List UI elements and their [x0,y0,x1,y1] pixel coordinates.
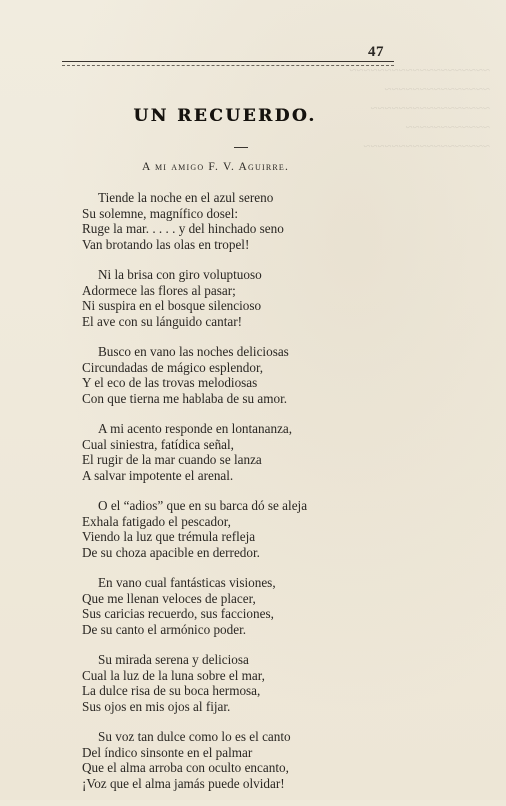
verse-line: Que el alma arroba con oculto encanto, [82,760,289,775]
verse-line: Su voz tan dulce como lo es el canto [98,729,291,744]
verse-line: En vano cual fantásticas visiones, [98,575,276,590]
title-separator [234,147,248,148]
verse-line: Exhala fatigado el pescador, [82,513,231,529]
stanza [82,344,342,406]
poem-title: UN RECUERDO. [133,106,317,126]
stanza [82,421,342,483]
stanza [82,575,342,637]
verse-line: Van brotando las olas en tropel! [82,236,250,252]
verse-line: El rugir de la mar cuando se lanza [82,452,262,467]
stanza [82,652,342,714]
verse-line: Cual siniestra, fatídica señal, [82,436,234,452]
verse-line: Adormece las flores al pasar; [82,282,236,298]
verse-line: El ave con su lánguido cantar! [82,313,243,329]
verse-line: A mi acento responde en lontananza, [98,421,293,436]
verse-line: Su solemne, magnífico dosel: [82,205,239,221]
stanza [82,267,342,329]
verse-line: Tiende la noche en el azul sereno [98,190,274,205]
verse-line: Viendo la luz que trémula refleja [82,529,256,544]
verse-line: Y el eco de las trovas melodiosas [82,375,258,390]
header-rule-dashed [62,65,394,66]
verse-line: Busco en vano las noches deliciosas [98,344,289,359]
verse-line: A salvar impotente el arenal. [82,467,234,483]
bleed-through-text: ~~~~~~~~~~~~~~~~~~~~ ~~~~~~~~~~~~~~~ ~~~~~~~~~~~~~~~~~ ~~~~~~~~~~~~ ~~~~~~~~~~~~~~~~~~ [349,62,490,153]
verse-line: Su mirada serena y deliciosa [98,652,249,667]
verse-line: O el “adios” que en su barca dó se aleja [98,498,308,513]
stanza [82,498,342,560]
page-number: 47 [368,44,384,60]
verse-line: Sus caricias recuerdo, sus facciones, [82,606,274,621]
verse-line: Del índico sinsonte en el palmar [82,744,253,760]
verse-line: Que me llenan veloces de placer, [82,590,256,606]
verse-line: Sus ojos en mis ojos al fijar. [82,698,231,714]
verse-line: Ruge la mar. . . . . y del hinchado seno [82,221,284,236]
verse-line: Circundadas de mágico esplendor, [82,359,264,375]
verse-line: De su canto el armónico poder. [82,621,247,637]
verse-line: Cual la luz de la luna sobre el mar, [82,667,265,683]
dedication: A mi amigo F. V. Aguirre. [142,161,290,173]
verse-line: Ni la brisa con giro voluptuoso [98,267,262,282]
verse-line: ¡Voz que el alma jamás puede olvidar! [82,775,285,791]
stanza [82,729,342,791]
verse-line: De su choza apacible en derredor. [82,544,260,560]
poem-body [82,190,342,806]
verse-line: Con que tierna me hablaba de su amor. [82,390,288,406]
verse-line: La dulce risa de su boca hermosa, [82,683,261,698]
header-rule [62,61,394,62]
verse-line: Ni suspira en el bosque silencioso [82,298,262,313]
stanza [82,190,342,252]
